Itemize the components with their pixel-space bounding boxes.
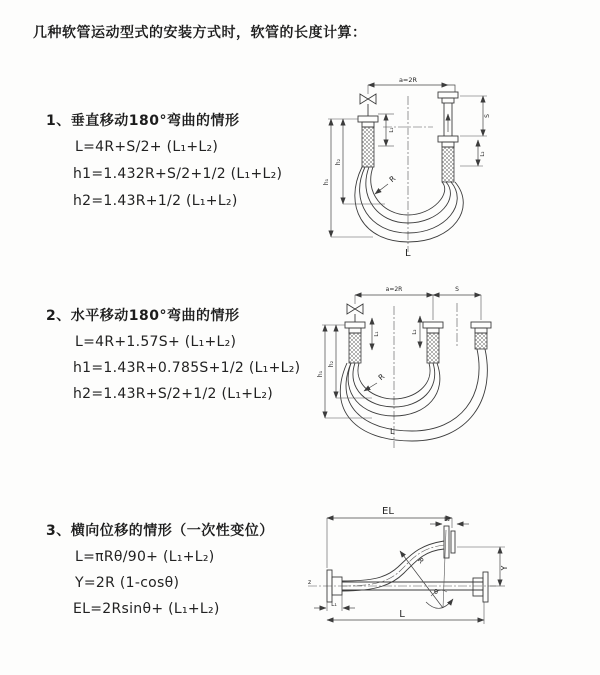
- fitting-left-label: L₁: [389, 127, 395, 133]
- dimension-fitting-left: [372, 318, 380, 350]
- length-label: L: [399, 609, 405, 620]
- formula-line: L=4R+1.57S+ (L₁+L₂): [75, 334, 237, 350]
- dimension-fitting-left: [378, 114, 395, 146]
- right-hose-fitting: [471, 322, 491, 349]
- document-title: 几种软管运动型式的安装方式时，软管的长度计算：: [33, 25, 367, 41]
- span-label: a=2R: [398, 76, 418, 84]
- radius-callout: [364, 372, 386, 391]
- formula-line: EL=2Rsinθ+ (L₁+L₂): [73, 601, 220, 617]
- hose-curves: [342, 541, 444, 591]
- fitting-right-label: L₂: [444, 516, 450, 523]
- section-2-heading: 2、水平移动180°弯曲的情形: [46, 308, 240, 324]
- dimension-extended-length: [327, 506, 452, 568]
- height-outer-label: h₁: [323, 178, 330, 186]
- fitting-left-label: L₁: [331, 601, 337, 608]
- section-3-heading: 3、横向位移的情形（一次性变位）: [46, 523, 274, 539]
- fitting-right-label: L₂: [480, 151, 486, 157]
- dimension-fitting-right: [412, 316, 420, 348]
- right-flange: [483, 572, 488, 602]
- fitting-left-label: L₁: [374, 331, 380, 337]
- travel-label: S: [455, 286, 459, 293]
- radius-callout: [375, 174, 397, 194]
- formula-line: Y=2R (1-cosθ): [75, 575, 180, 591]
- formula-line: h1=1.432R+S/2+1/2 (L₁+L₂): [73, 166, 283, 182]
- dimension-fitting-left: [314, 595, 355, 611]
- angle-label: θ: [434, 588, 438, 596]
- offset-label: Y: [500, 565, 509, 571]
- travel-label: S: [484, 114, 491, 118]
- left-hose-fitting: [358, 116, 378, 167]
- height-inner-label: h₂: [328, 360, 335, 368]
- left-hose-fitting: [345, 322, 365, 363]
- middle-hose-fitting: [423, 322, 443, 363]
- dimension-heights: [323, 119, 385, 237]
- diagram-vertical-180-bend: [315, 70, 595, 270]
- hose-curves: [340, 349, 487, 441]
- right-hose-fitting: [438, 92, 458, 182]
- height-outer-label: h₁: [317, 370, 324, 378]
- fitting-right-label: L₂: [412, 329, 418, 335]
- dimension-heights: [317, 325, 372, 418]
- formula-line: h2=1.43R+1/2 (L₁+L₂): [73, 193, 238, 209]
- formula-line: h1=1.43R+0.785S+1/2 (L₁+L₂): [73, 360, 301, 376]
- length-label: L: [390, 427, 395, 436]
- diagram-horizontal-180-bend: [310, 278, 600, 470]
- span-label: a=2R: [385, 286, 403, 293]
- formula-line: L=4R+S/2+ (L₁+L₂): [75, 139, 219, 155]
- valve-icon: [360, 85, 376, 116]
- dimension-length: [327, 602, 484, 624]
- extended-length-label: EL: [382, 506, 394, 517]
- formula-line: h2=1.43R+S/2+1/2 (L₁+L₂): [73, 386, 274, 402]
- dimension-span: [368, 76, 455, 92]
- section-1-heading: 1、垂直移动180°弯曲的情形: [46, 113, 240, 129]
- dimension-travel: [460, 96, 491, 166]
- diagram-lateral-displacement: [300, 498, 600, 648]
- valve-icon: [347, 304, 363, 322]
- formula-line: L=πRθ/90+ (L₁+L₂): [75, 549, 215, 565]
- radius-label: R: [415, 556, 426, 566]
- radius-label: R: [387, 173, 398, 185]
- height-inner-label: h₂: [335, 158, 342, 166]
- radius-label: R: [376, 371, 387, 383]
- centerline-break-mark: z: [308, 579, 312, 586]
- dimension-span: [355, 286, 481, 320]
- length-label: L: [405, 248, 411, 259]
- displaced-flange: [430, 516, 469, 558]
